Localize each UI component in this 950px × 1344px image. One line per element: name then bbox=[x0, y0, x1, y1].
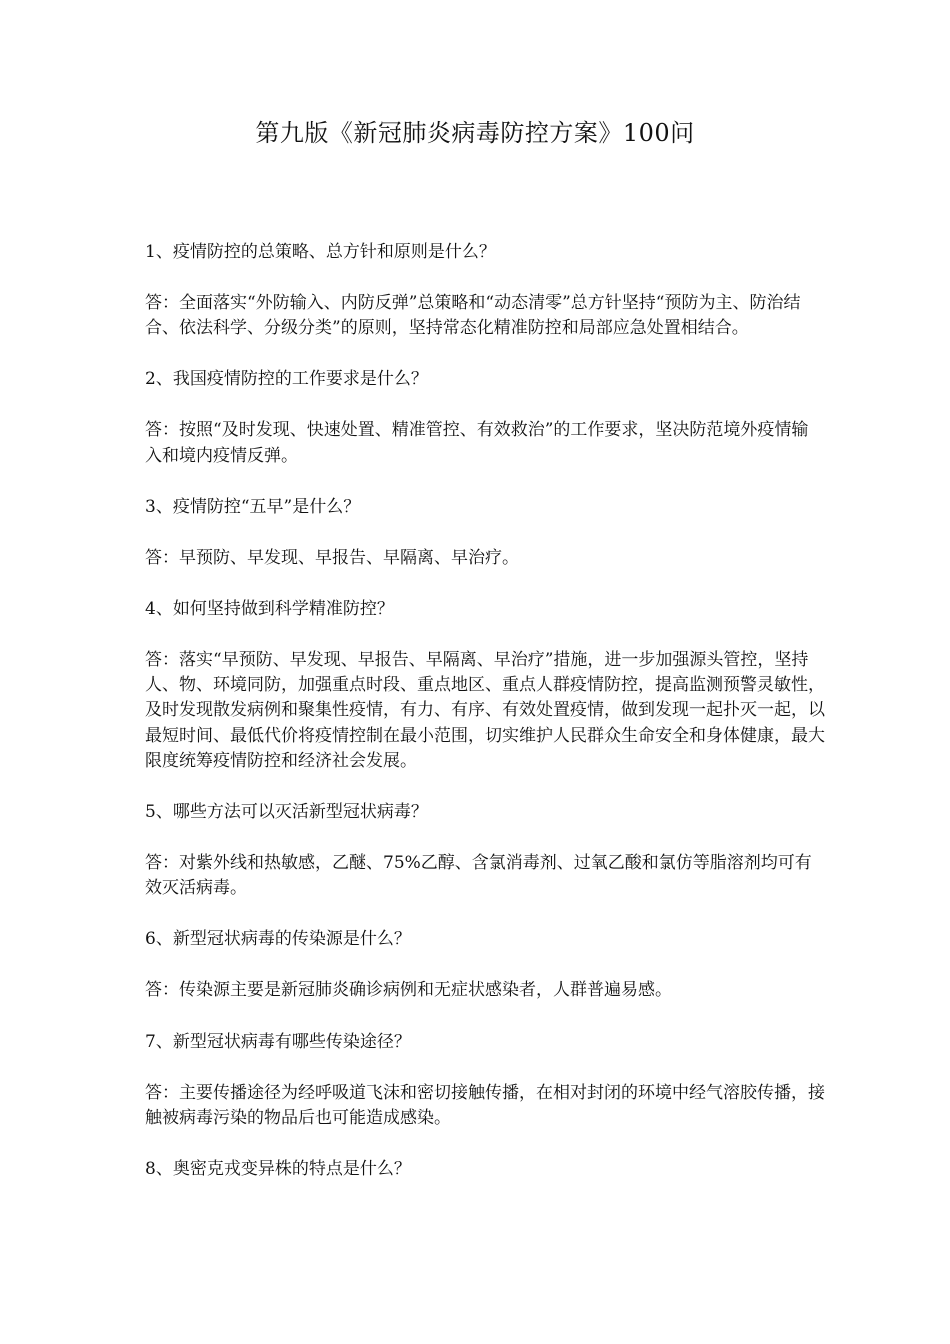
qa-item-7 bbox=[145, 1028, 825, 1131]
question-2: 2、我国疫情防控的工作要求是什么？ bbox=[145, 369, 428, 390]
question-4: 4、如何坚持做到科学精准防控？ bbox=[145, 599, 394, 620]
qa-item-4 bbox=[145, 595, 825, 774]
question-5: 5、哪些方法可以灭活新型冠状病毒？ bbox=[145, 802, 428, 823]
answer-6: 答：传染源主要是新冠肺炎确诊病例和无症状感染者，人群普遍易感。 bbox=[145, 980, 672, 1001]
question-3: 3、疫情防控“五早”是什么？ bbox=[145, 496, 361, 517]
qa-item-8 bbox=[145, 1155, 825, 1183]
answer-2: 答：按照“及时发现、快速处置、精准管控、有效救治”的工作要求，坚决防范境外疫情输入和境内疫情反弹。 bbox=[145, 420, 809, 466]
qa-item-2 bbox=[145, 365, 825, 468]
answer-1: 答：全面落实“外防输入、内防反弹”总策略和“动态清零”总方针坚持“预防为主、防治结合、依法科学、分级分类”的原则，坚持常态化精准防控和局部应急处置相结合。 bbox=[145, 293, 801, 339]
qa-list bbox=[145, 238, 825, 1208]
answer-7: 答：主要传播途径为经呼吸道飞沫和密切接触传播，在相对封闭的环境中经气溶胶传播，接触被病毒污染的物品后也可能造成感染。 bbox=[145, 1082, 825, 1128]
question-8: 8、奥密克戎变异株的特点是什么？ bbox=[145, 1159, 411, 1180]
answer-3: 答：早预防、早发现、早报告、早隔离、早治疗。 bbox=[145, 547, 519, 568]
document-title: 第九版《新冠肺炎病毒防控方案》100问 bbox=[255, 119, 695, 147]
qa-item-5 bbox=[145, 798, 825, 901]
question-1: 1、疫情防控的总策略、总方针和原则是什么？ bbox=[145, 242, 496, 262]
answer-5: 答：对紫外线和热敏感，乙醚、75%乙醇、含氯消毒剂、过氧乙酸和氯仿等脂溶剂均可有效灭活病毒。 bbox=[145, 853, 812, 899]
qa-item-6 bbox=[145, 925, 825, 1003]
question-7: 7、新型冠状病毒有哪些传染途径？ bbox=[145, 1031, 411, 1052]
answer-4: 答：落实“早预防、早发现、早报告、早隔离、早治疗”措施，进一步加强源头管控，坚持人、物、环境同防，加强重点时段、重点地区、重点人群疫情防控，提高监测预警灵敏性，及时发现散发病例和聚集性疫情，有力、有序、有效处置疫情，做到发现一起扑灭一起，以最短时间、最低代价将疫情控制在最小范围，切实维护人民群众生命安全和身体健康，最大限度统筹疫情防控和经济社会发展。 bbox=[145, 650, 825, 771]
question-6: 6、新型冠状病毒的传染源是什么？ bbox=[145, 929, 411, 950]
qa-item-3 bbox=[145, 493, 825, 571]
qa-item-1 bbox=[145, 238, 825, 341]
